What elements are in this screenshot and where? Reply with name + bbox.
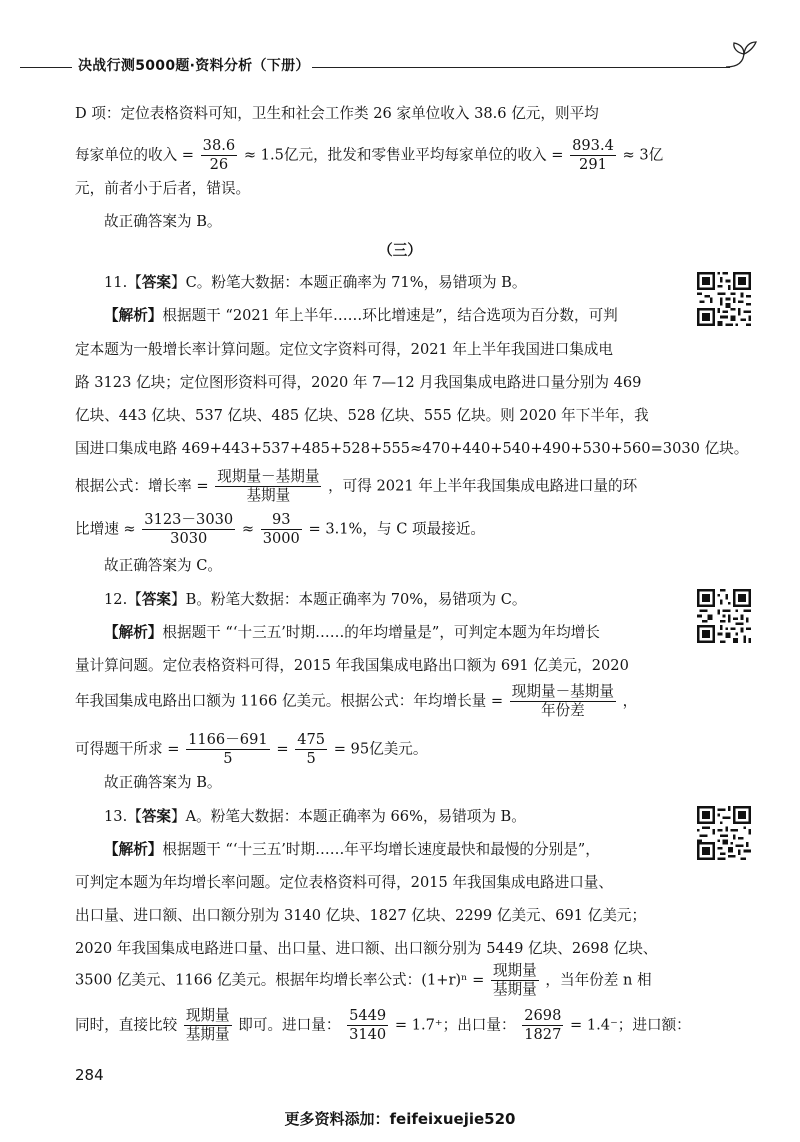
text-segment: ， [622, 692, 638, 710]
q11-analysis-line-1 [104, 305, 618, 327]
fraction [186, 731, 270, 768]
q13-answer [104, 806, 526, 828]
q13-analysis-line-3: 出口量、进口额、出口额分别为 3140 亿块、1827 亿块、2299 亿美元、691 亿美元； [75, 907, 647, 924]
fraction [142, 511, 235, 548]
running-header-title: 决战行测5000题·资料分析（下册） [78, 58, 310, 74]
text-segment: = 1.7⁺；出口量： [394, 1016, 516, 1034]
footer-note: 更多资料添加：feifeixuejie520 [284, 1110, 516, 1128]
q11-formula-line [75, 468, 637, 505]
text-segment: = 3.1%，与 C 项最接近。 [308, 520, 486, 538]
fraction [570, 137, 616, 174]
answer-tag: 答案 [141, 591, 172, 608]
text-segment: 可得题干所求 = [75, 740, 180, 758]
fraction-numerator: 93 [261, 511, 302, 530]
d-option-line-3: 元，前者小于后者，错误。 [75, 180, 251, 197]
qr-code-icon[interactable] [697, 272, 751, 326]
fraction-denominator: 基期量 [246, 487, 291, 504]
q11-answer [104, 272, 527, 294]
fraction [510, 683, 616, 720]
fraction-denominator: 基期量 [185, 1026, 230, 1043]
fraction [295, 731, 327, 768]
fraction-numerator: 2698 [524, 1007, 562, 1024]
text-segment: 根据题干 “‘十三五’时期……的年均增量是”，可判定本题为年均增长 [162, 624, 600, 641]
d-option-line-1: D 项：定位表格资料可知，卫生和社会工作类 26 家单位收入 38.6 亿元，则平均 [75, 105, 599, 122]
fraction-denominator: 5 [306, 750, 316, 767]
fraction-denominator: 5 [223, 750, 233, 767]
fraction-numerator: 475 [297, 731, 326, 748]
q12-answer [104, 589, 527, 611]
analysis-tag: 【解析】 [104, 624, 163, 641]
analysis-tag: 【解析】 [104, 841, 163, 858]
text-segment: 根据题干 “2021 年上半年……环比增速是”，结合选项为百分数，可判 [162, 307, 618, 324]
fraction-numerator: 893.4 [572, 137, 614, 154]
q13-comparison-line [75, 1007, 691, 1044]
fraction-denominator: 3000 [262, 530, 300, 547]
text-segment: = 1.4⁻；进口额： [570, 1016, 691, 1034]
text-segment: 】A。粉笔大数据：本题正确率为 66%，易错项为 B。 [171, 808, 526, 825]
qr-code-icon[interactable] [697, 589, 751, 643]
fraction-denominator: 1827 [524, 1026, 562, 1043]
header-rule-right [312, 67, 730, 68]
q13-analysis-line-4: 2020 年我国集成电路进口量、出口量、进口额、出口额分别为 5449 亿块、2698 亿块、 [75, 940, 658, 957]
text-segment: 根据公式：增长率 = [75, 477, 209, 495]
q12-formula-line [75, 683, 637, 720]
fraction-numerator: 1166－691 [188, 731, 268, 748]
fraction-denominator: 基期量 [492, 981, 537, 998]
q13-formula-line [75, 962, 652, 999]
q12-analysis-line-1 [104, 622, 600, 644]
answer-tag: 答案 [141, 274, 172, 291]
qr-code-icon[interactable] [697, 806, 751, 860]
q13-analysis-line-2: 可判定本题为年均增长率问题。定位表格资料可得，2015 年我国集成电路进口量、 [75, 874, 613, 891]
q11-conclusion: 故正确答案为 C。 [104, 557, 222, 574]
fraction [347, 1007, 388, 1044]
d-option-conclusion: 故正确答案为 B。 [104, 213, 222, 230]
fraction-denominator: 291 [579, 156, 607, 173]
text-segment: ≈ 1.5亿元，批发和零售业平均每家单位的收入 = [243, 146, 564, 164]
d-option-line-2 [75, 137, 663, 174]
q12-analysis-line-2: 量计算问题。定位表格资料可得，2015 年我国集成电路出口额为 691 亿美元，2020 [75, 657, 629, 674]
text-segment: ，当年份差 n 相 [545, 971, 652, 989]
fraction-numerator: 现期量－基期量 [217, 468, 320, 485]
text-segment: 】B。粉笔大数据：本题正确率为 70%，易错项为 C。 [171, 591, 527, 608]
fraction-numerator: 现期量 [185, 1007, 230, 1024]
answer-tag: 答案 [141, 808, 172, 825]
fraction-numerator: 现期量 [492, 962, 537, 979]
fraction [261, 511, 302, 548]
fraction-denominator: 年份差 [540, 702, 585, 719]
page-number: 284 [75, 1066, 104, 1084]
section-title: （三） [378, 242, 422, 259]
text-segment: 12.【 [104, 591, 142, 608]
text-segment: ，可得 2021 年上半年我国集成电路进口量的环 [328, 477, 638, 495]
q11-analysis-line-5: 国进口集成电路 469+443+537+485+528+555≈470+440+540+490+530+560=3030 亿块。 [75, 440, 749, 457]
text-segment: 13.【 [104, 808, 142, 825]
text-segment: 每家单位的收入 = [75, 146, 195, 164]
q12-conclusion: 故正确答案为 B。 [104, 774, 222, 791]
fraction [184, 1007, 232, 1044]
fraction [522, 1007, 563, 1044]
fraction [491, 962, 539, 999]
fraction [215, 468, 321, 505]
fraction-denominator: 26 [209, 156, 229, 173]
text-segment: ≈ [241, 520, 255, 538]
fraction [201, 137, 238, 174]
q11-analysis-line-2: 定本题为一般增长率计算问题。定位文字资料可得，2021 年上半年我国进口集成电 [75, 341, 613, 358]
text-segment: 11.【 [104, 274, 142, 291]
fraction-numerator: 3123－3030 [144, 511, 234, 528]
sprout-icon [724, 40, 760, 72]
q11-calc-line [75, 511, 485, 548]
text-segment: 同时，直接比较 [75, 1016, 178, 1034]
fraction-denominator: 3140 [349, 1026, 387, 1043]
text-segment: 比增速 ≈ [75, 520, 136, 538]
q11-analysis-line-3: 路 3123 亿块；定位图形资料可得，2020 年 7—12 月我国集成电路进口量分别为 469 [75, 374, 642, 391]
fraction-denominator: 3030 [170, 530, 208, 547]
fraction-numerator: 现期量－基期量 [511, 683, 614, 700]
text-segment: ≈ 3亿 [622, 146, 664, 164]
text-segment: 根据题干 “‘十三五’时期……年平均增长速度最快和最慢的分别是”， [162, 841, 600, 858]
text-segment: 】C。粉笔大数据：本题正确率为 71%，易错项为 B。 [171, 274, 527, 291]
text-segment: 3500 亿美元、1166 亿美元。根据年均增长率公式：(1+r)ⁿ = [75, 971, 485, 989]
fraction-numerator: 38.6 [202, 137, 236, 154]
header-rule-left [20, 67, 72, 68]
text-segment: = [276, 740, 289, 758]
text-segment: 年我国集成电路出口额为 1166 亿美元。根据公式：年均增长量 = [75, 692, 504, 710]
text-segment: 即可。进口量： [238, 1016, 341, 1034]
text-segment: = 95亿美元。 [333, 740, 428, 758]
fraction-numerator: 5449 [349, 1007, 387, 1024]
q12-calc-line [75, 731, 428, 768]
analysis-tag: 【解析】 [104, 307, 163, 324]
q13-analysis-line-1 [104, 839, 600, 861]
q11-analysis-line-4: 亿块、443 亿块、537 亿块、485 亿块、528 亿块、555 亿块。则 2020 年下半年，我 [75, 407, 649, 424]
